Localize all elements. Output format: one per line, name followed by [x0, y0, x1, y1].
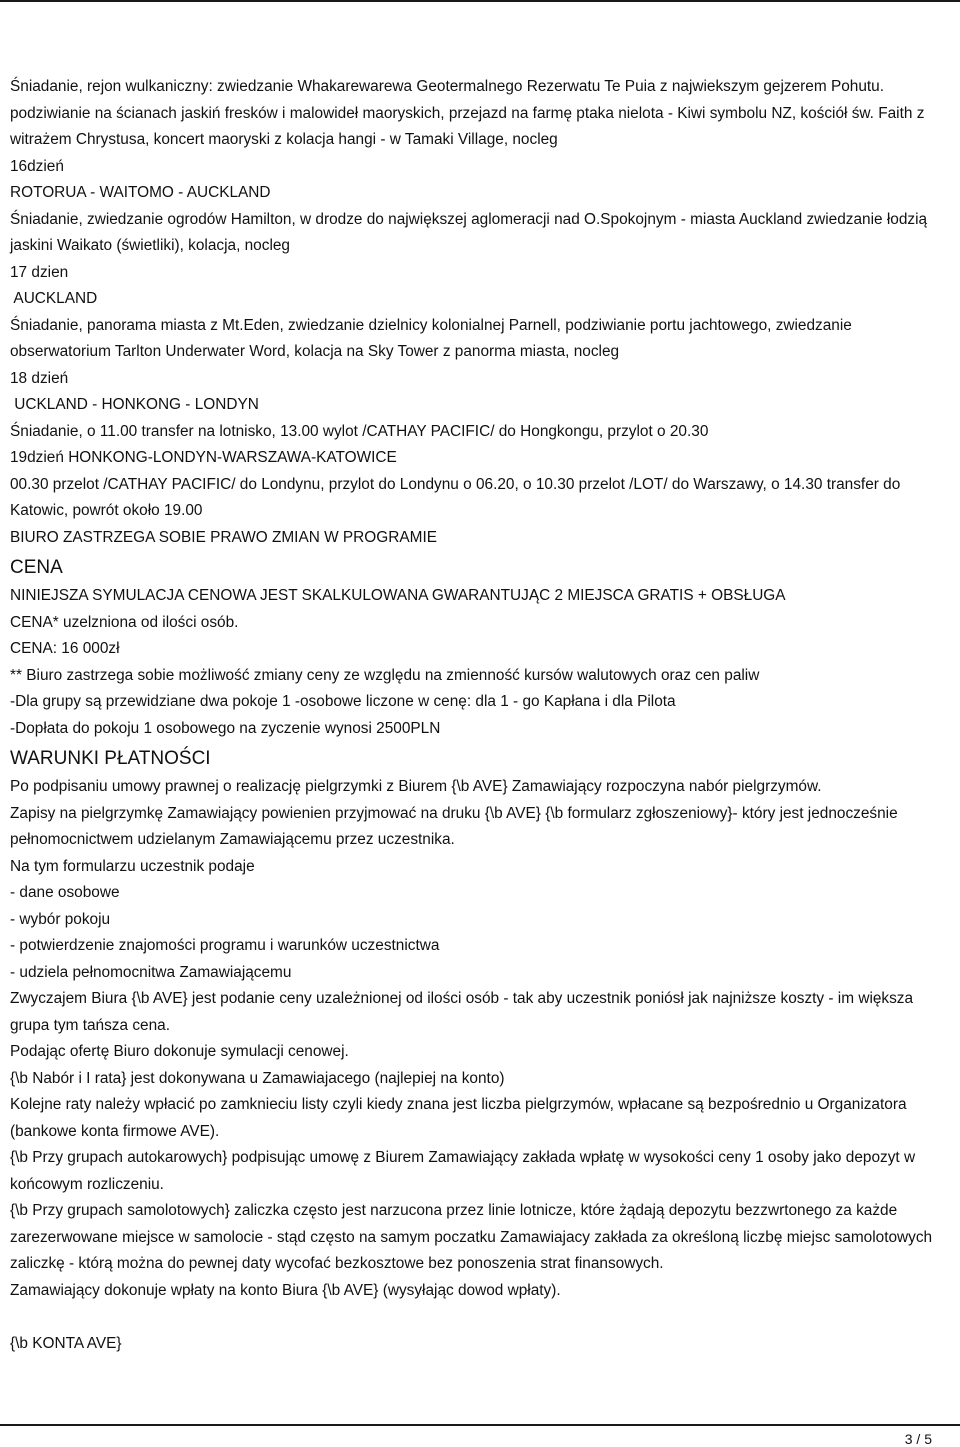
day-label: 16dzień [10, 157, 64, 175]
day-label: 17 dzien [10, 263, 69, 281]
price-line: CENA* uzelzniona od ilości osób. [10, 613, 239, 631]
price-line: -Dla grupy są przewidziane dwa pokoje 1 -osobowe liczone w cenę: dla 1 - go Kapłana i dla Pilota [10, 693, 676, 710]
price-line: CENA: 16 000zł [10, 640, 120, 657]
accounts-line: {\b KONTA AVE} [10, 1334, 122, 1352]
payment-line: Zapisy na pielgrzymkę Zamawiający powienien przyjmować na druku {\b AVE} {\b formularz zgłoszeniowy}- który jest jednocześnie pełnomocnictwem udzielanym Zamawiającemu przez uczestnika. [10, 804, 898, 848]
payment-line: {\b Nabór i I rata} jest dokonywana u Zamawiajacego (najlepiej na konto) [10, 1069, 505, 1087]
program-paragraph: 00.30 przelot /CATHAY PACIFIC/ do Londynu, przylot do Londynu o 06.20, o 10.30 przelot /LOT/ do Warszawy, o 14.30 transfer do Katowic, powrót około 19.00 [10, 475, 901, 519]
route-label: UCKLAND - HONKONG - LONDYN [10, 396, 259, 413]
document-body [10, 74, 955, 1357]
program-paragraph: Śniadanie, rejon wulkaniczny: zwiedzanie Whakarewarewa Geotermalnego Rezerwatu Te Puia z najwiekszym gejzerem Pohutu. podziwianie na ścianach jaskiń fresków i malowideł maoryskich, przejazd na farmę ptaka nielota - Kiwi symbolu NZ, kościół św. Faith z witrażem Chrystusa, koncert maoryski z kolacja hangi - w Tamaki Village, nocleg [10, 78, 925, 148]
price-line: NINIEJSZA SYMULACJA CENOWA JEST SKALKULOWANA GWARANTUJĄC 2 MIEJSCA GRATIS + OBSŁUGA [10, 587, 786, 604]
payment-line: Podając ofertę Biuro dokonuje symulacji cenowej. [10, 1043, 349, 1060]
disclaimer: BIURO ZASTRZEGA SOBIE PRAWO ZMIAN W PROGRAMIE [10, 528, 437, 546]
program-paragraph: Śniadanie, zwiedzanie ogrodów Hamilton, w drodze do największej aglomeracji nad O.Spokojnym - miasta Auckland zwiedzanie łodzią jaskini Waikato (świetliki), kolacja, nocleg [10, 210, 928, 254]
page-footer [0, 1424, 960, 1447]
payment-line: - potwierdzenie znajomości programu i warunków uczestnictwa [10, 937, 440, 954]
route-label: AUCKLAND [10, 290, 98, 307]
payment-line: Na tym formularzu uczestnik podaje [10, 857, 255, 875]
payment-line: - wybór pokoju [10, 910, 111, 928]
price-line: -Dopłata do pokoju 1 osobowego na zyczenie wynosi 2500PLN [10, 719, 441, 737]
route-label: ROTORUA - WAITOMO - AUCKLAND [10, 184, 271, 201]
payment-line: - dane osobowe [10, 884, 120, 901]
page-number: 3 / 5 [904, 1431, 932, 1447]
day-label: 19dzień HONKONG-LONDYN-WARSZAWA-KATOWICE [10, 449, 397, 466]
payment-heading: WARUNKI PŁATNOŚCI [10, 748, 211, 769]
payment-line: Kolejne raty należy wpłacić po zamknieciu listy czyli kiedy znana jest liczba pielgrzymów, wpłacane są bezpośrednio u Organizatora (bankowe konta firmowe AVE). [10, 1096, 907, 1140]
program-paragraph: Śniadanie, o 11.00 transfer na lotnisko, 13.00 wylot /CATHAY PACIFIC/ do Hongkongu, przylot o 20.30 [10, 422, 709, 440]
price-heading: CENA [10, 557, 63, 578]
footer-rule [0, 1424, 960, 1426]
program-paragraph: Śniadanie, panorama miasta z Mt.Eden, zwiedzanie dzielnicy kolonialnej Parnell, podziwianie portu jachtowego, zwiedzanie obserwatorium Tarlton Underwater Word, kolacja na Sky Tower z panorma miasta, nocleg [10, 316, 852, 360]
payment-line: Zamawiający dokonuje wpłaty na konto Biura {\b AVE} (wysyłając dowod wpłaty). [10, 1281, 561, 1299]
payment-line: {\b Przy grupach samolotowych} zaliczka często jest narzucona przez linie lotnicze, które żądają depozytu bezzwrtonego za każde zarezerwowane miejsce w samolocie - stąd często na samym poczatku Zamawiajacy zakłada za określoną liczbę miejsc samolotowych zaliczkę - którą można do pewnej daty wycofać bezkosztowe bez ponoszenia strat finansowych. [10, 1202, 933, 1272]
day-label: 18 dzień [10, 369, 69, 387]
price-line: ** Biuro zastrzega sobie możliwość zmiany ceny ze względu na zmienność kursów walutowych oraz cen paliw [10, 666, 760, 684]
payment-line: Po podpisaniu umowy prawnej o realizację pielgrzymki z Biurem {\b AVE} Zamawiający rozpoczyna nabór pielgrzymów. [10, 778, 822, 795]
spacer [10, 1304, 955, 1331]
payment-line: {\b Przy grupach autokarowych} podpisując umowę z Biurem Zamawiający zakłada wpłatę w wysokości ceny 1 osoby jako depozyt w końcowym rozliczeniu. [10, 1149, 916, 1193]
top-rule [0, 0, 960, 2]
payment-line: - udziela pełnomocnitwa Zamawiającemu [10, 963, 292, 981]
payment-line: Zwyczajem Biura {\b AVE} jest podanie ceny uzależnionej od ilości osób - tak aby uczestnik poniósł jak najniższe koszty - im większa grupa tym tańsza cena. [10, 990, 914, 1034]
